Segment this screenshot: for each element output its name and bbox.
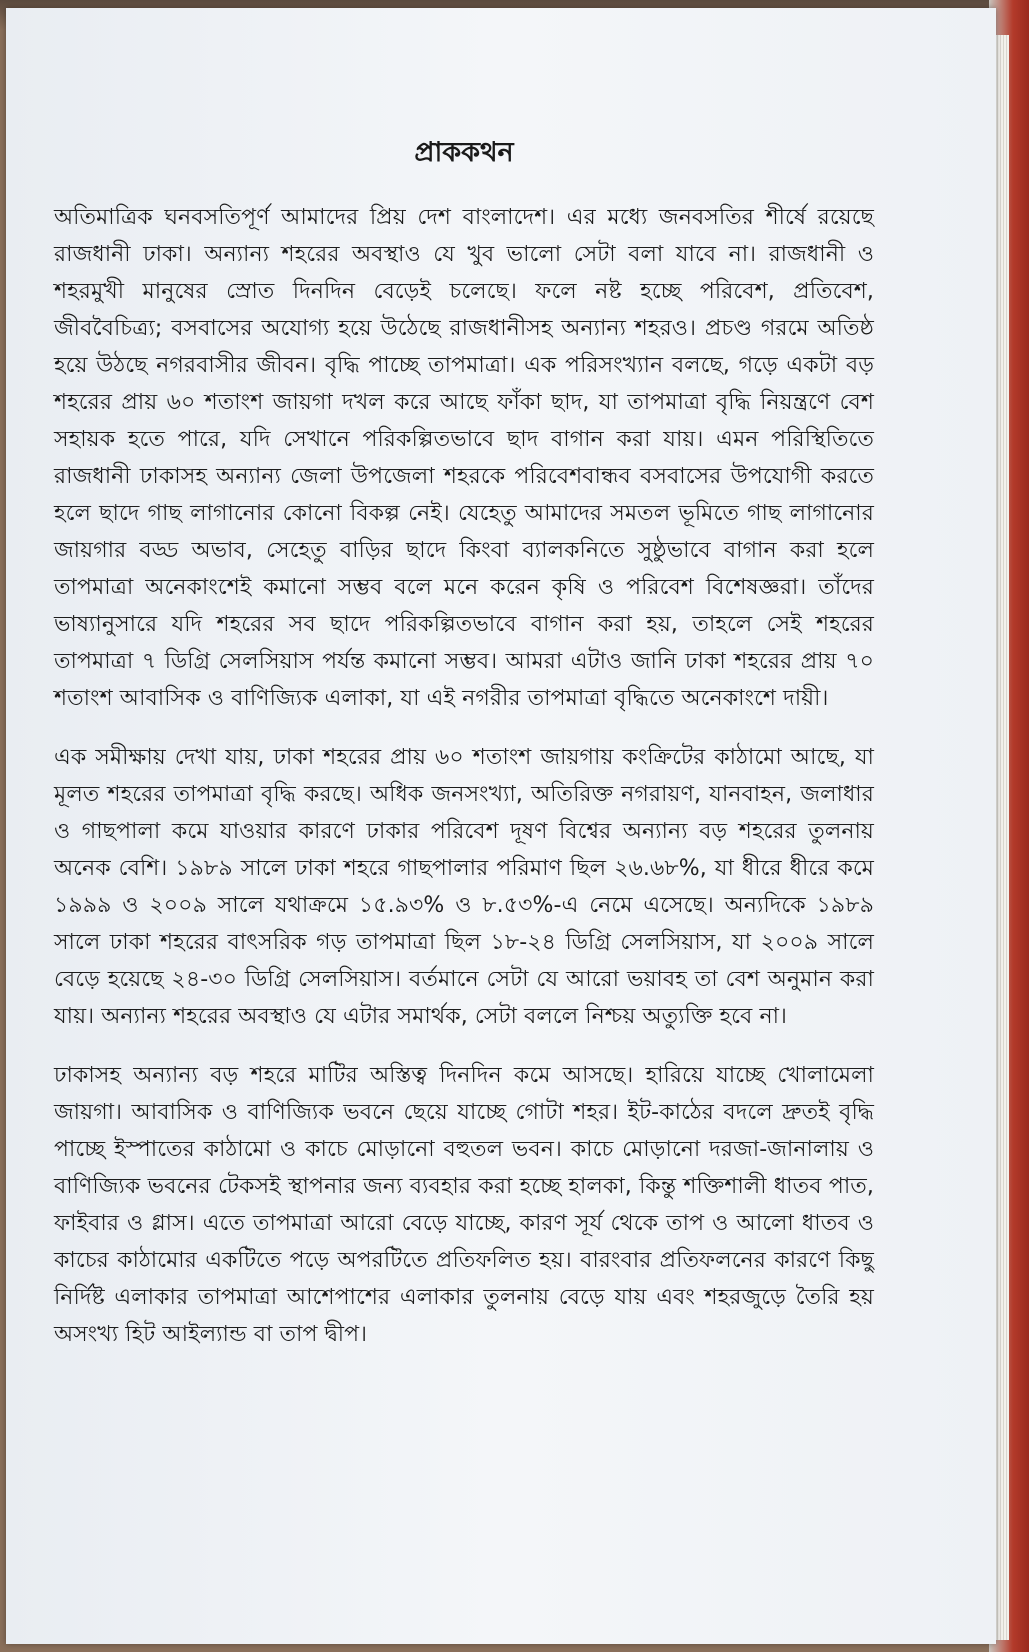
paragraph-3: ঢাকাসহ অন্যান্য বড় শহরে মাটির অস্তিত্ব দিনদিন কমে আসছে। হারিয়ে যাচ্ছে খোলামেলা জায়গা। আবাসিক ও বাণিজ্যিক ভবনে ছেয়ে যাচ্ছে গোটা শহর। ইট-কাঠের বদলে দ্রুতই বৃদ্ধি পাচ্ছে ইস্পাতের কাঠামো ও কাচে মোড়ানো বহুতল ভবন। কাচে মোড়ানো দরজা-জানালায় ও বাণিজ্যিক ভবনের টেকসই স্থাপনার জন্য ব্যবহার করা হচ্ছে হালকা, কিন্তু শক্তিশালী ধাতব পাত, ফাইবার ও গ্লাস। এতে তাপমাত্রা আরো বেড়ে যাচ্ছে, কারণ সূর্য থেকে তাপ ও আলো ধাতব ও কাচের কাঠামোর একটিতে পড়ে অপরটিতে প্রতিফলিত হয়। বারংবার প্রতিফলনের কারণে কিছু নির্দিষ্ট এলাকার তাপমাত্রা আশেপাশের এলাকার তুলনায় বেড়ে যায় এবং শহরজুড়ে তৈরি হয় অসংখ্য হিট আইল্যান্ড বা তাপ দ্বীপ। <box>54 1063 874 1347</box>
page-stack-edges <box>995 35 1009 1640</box>
page-title: প্রাককথন <box>414 137 514 168</box>
book-page <box>6 8 996 1644</box>
paragraph-1: অতিমাত্রিক ঘনবসতিপূর্ণ আমাদের প্রিয় দেশ বাংলাদেশ। এর মধ্যে জনবসতির শীর্ষে রয়েছে রাজধানী ঢাকা। অন্যান্য শহরের অবস্থাও যে খুব ভালো সেটা বলা যাবে না। রাজধানী ও শহরমুখী মানুষের স্রোত দিনদিন বেড়েই চলেছে। ফলে নষ্ট হচ্ছে পরিবেশ, প্রতিবেশ, জীববৈচিত্র্য; বসবাসের অযোগ্য হয়ে উঠেছে রাজধানীসহ অন্যান্য শহরও। প্রচণ্ড গরমে অতিষ্ঠ হয়ে উঠছে নগরবাসীর জীবন। বৃদ্ধি পাচ্ছে তাপমাত্রা। এক পরিসংখ্যান বলছে, গড়ে একটা বড় শহরের প্রায় ৬০ শতাংশ জায়গা দখল করে আছে ফাঁকা ছাদ, যা তাপমাত্রা বৃদ্ধি নিয়ন্ত্রণে বেশ সহায়ক হতে পারে, যদি সেখানে পরিকল্পিতভাবে ছাদ বাগান করা যায়। এমন পরিস্থিতিতে রাজধানী ঢাকাসহ অন্যান্য জেলা উপজেলা শহরকে পরিবেশবান্ধব বসবাসের উপযোগী করতে হলে ছাদে গাছ লাগানোর কোনো বিকল্প নেই। যেহেতু আমাদের সমতল ভূমিতে গাছ লাগানোর জায়গার বড্ড অভাব, সেহেতু বাড়ির ছাদে কিংবা ব্যালকনিতে সুষ্ঠুভাবে বাগান করা হলে তাপমাত্রা অনেকাংশেই কমানো সম্ভব বলে মনে করেন কৃষি ও পরিবেশ বিশেষজ্ঞরা। তাঁদের ভাষ্যানুসারে যদি শহরের সব ছাদে পরিকল্পিতভাবে বাগান করা হয়, তাহলে সেই শহরের তাপমাত্রা ৭ ডিগ্রি সেলসিয়াস পর্যন্ত কমানো সম্ভব। আমরা এটাও জানি ঢাকা শহরের প্রায় ৭০ শতাংশ আবাসিক ও বাণিজ্যিক এলাকা, যা এই নগরীর তাপমাত্রা বৃদ্ধিতে অনেকাংশে দায়ী। <box>54 205 874 711</box>
paragraph-2: এক সমীক্ষায় দেখা যায়, ঢাকা শহরের প্রায় ৬০ শতাংশ জায়গায় কংক্রিটের কাঠামো আছে, যা মূলত শহরের তাপমাত্রা বৃদ্ধি করছে। অধিক জনসংখ্যা, অতিরিক্ত নগরায়ণ, যানবাহন, জলাধার ও গাছপালা কমে যাওয়ার কারণে ঢাকার পরিবেশ দূষণ বিশ্বের অন্যান্য বড় শহরের তুলনায় অনেক বেশি। ১৯৮৯ সালে ঢাকা শহরে গাছপালার পরিমাণ ছিল ২৬.৬৮%, যা ধীরে ধীরে কমে ১৯৯৯ ও ২০০৯ সালে যথাক্রমে ১৫.৯৩% ও ৮.৫৩%-এ নেমে এসেছে। অন্যদিকে ১৯৮৯ সালে ঢাকা শহরের বাৎসরিক গড় তাপমাত্রা ছিল ১৮-২৪ ডিগ্রি সেলসিয়াস, যা ২০০৯ সালে বেড়ে হয়েছে ২৪-৩০ ডিগ্রি সেলসিয়াস। বর্তমানে সেটা যে আরো ভয়াবহ তা বেশ অনুমান করা যায়। অন্যান্য শহরের অবস্থাও যে এটার সমার্থক, সেটা বললে নিশ্চয় অত্যুক্তি হবে না। <box>54 745 874 1029</box>
page-content <box>54 133 874 1375</box>
